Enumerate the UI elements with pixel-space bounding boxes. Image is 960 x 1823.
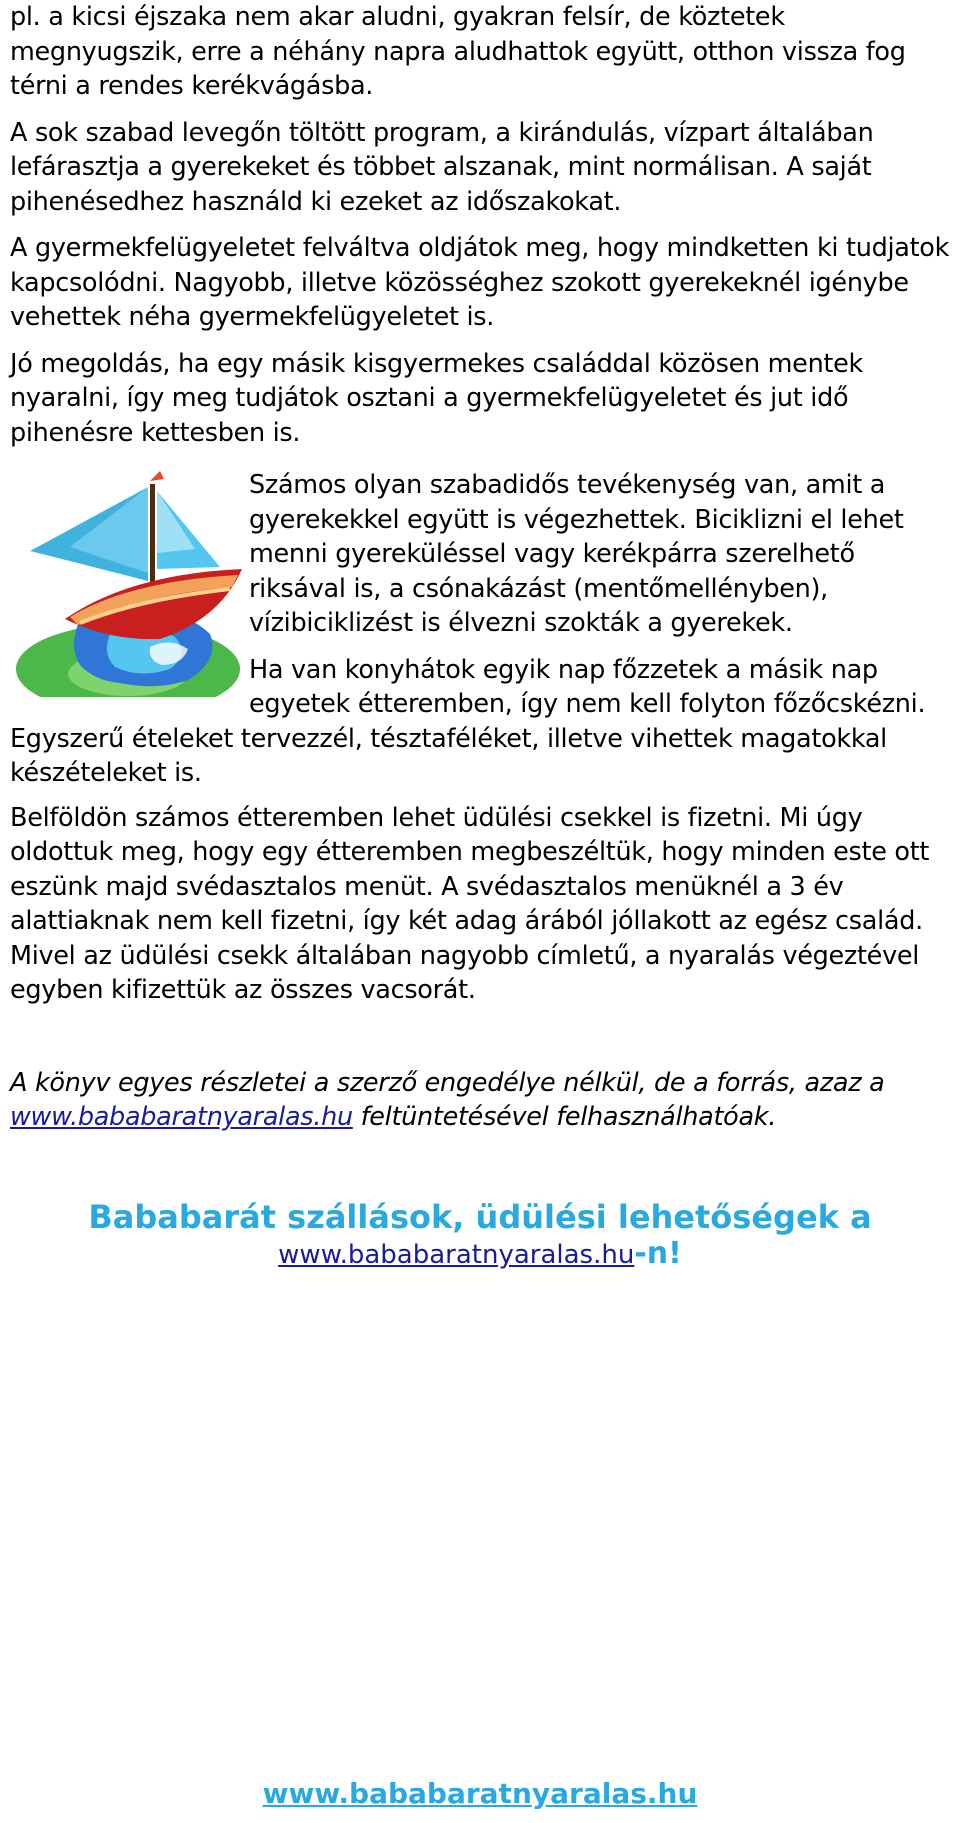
paragraph-1: pl. a kicsi éjszaka nem akar aludni, gyakran felsír, de köztetek megnyugszik, erre a néhány napra aludhattok együtt, otthon vissza fog térni a rendes kerékvágásba.: [10, 2, 906, 101]
image-text-block: [10, 462, 950, 803]
paragraph-5: Számos olyan szabadidős tevékenység van, amit a gyerekekkel együtt is végezhettek. Biciklizni el lehet menni gyereküléssel vagy kerékpárra szerelhető riksával is, a csónakázást (mentőmellényben), vízibiciklizést is élvezni szokták a gyerekek.: [249, 470, 904, 638]
paragraph-7: Belföldön számos étteremben lehet üdülési csekkel is fizetni. Mi úgy oldottuk meg, hogy egy étteremben megbeszéltük, hogy minden este ott eszünk majd svédasztalos menüt. A svédasztalos menüknél a 3 év alattiaknak nem kell fizetni, így két adag árából jóllakott az egész család. Mivel az üdülési csekk általában nagyobb címletű, a nyaralás végeztével egyben kifizettük az összes vacsorát.: [10, 802, 930, 1005]
footer-link[interactable]: www.bababaratnyaralas.hu: [262, 1777, 698, 1810]
paragraph-3: A gyermekfelügyeletet felváltva oldjátok meg, hogy mindketten ki tudjatok kapcsolódni. Nagyobb, illetve közösséghez szokott gyerekeknél igénybe vehettek néha gyermekfelügyeletet is.: [10, 233, 950, 332]
notice-text-after: feltüntetésével felhasználhatóak.: [352, 1102, 777, 1132]
sailboat-clipart-icon: [10, 469, 243, 697]
paragraph-6: Ha van konyhátok egyik nap főzzetek a másik nap egyetek étteremben, így nem kell folyton főzőcskézni. Egyszerű ételeket tervezzél, tésztaféléket, illetve vihettek magatokkal készételeket is.: [10, 654, 926, 788]
footer: [0, 1777, 960, 1810]
notice-link[interactable]: www.bababaratnyaralas.hu: [10, 1102, 353, 1132]
promo-suffix: -n!: [634, 1235, 682, 1271]
notice-text-before: A könyv egyes részletei a szerző engedélye nélkül, de a forrás, azaz a: [10, 1067, 885, 1098]
paragraph-2: A sok szabad levegőn töltött program, a kirándulás, vízpart általában lefárasztja a gyerekeket és többet alszanak, mint normálisan. A saját pihenésedhez használd ki ezeket az időszakokat.: [10, 117, 874, 217]
document-page: [10, 0, 950, 1272]
paragraph-4: Jó megoldás, ha egy másik kisgyermekes családdal közösen mentek nyaralni, így meg tudjátok osztani a gyermekfelügyeletet és jut idő pihenésre kettesben is.: [10, 348, 863, 448]
promo-block: [10, 1197, 950, 1272]
promo-link[interactable]: www.bababaratnyaralas.hu: [278, 1239, 635, 1270]
promo-link-line: [10, 1237, 950, 1272]
copyright-notice: [10, 1066, 950, 1135]
promo-headline: Bababarát szállások, üdülési lehetőségek a: [88, 1197, 872, 1236]
